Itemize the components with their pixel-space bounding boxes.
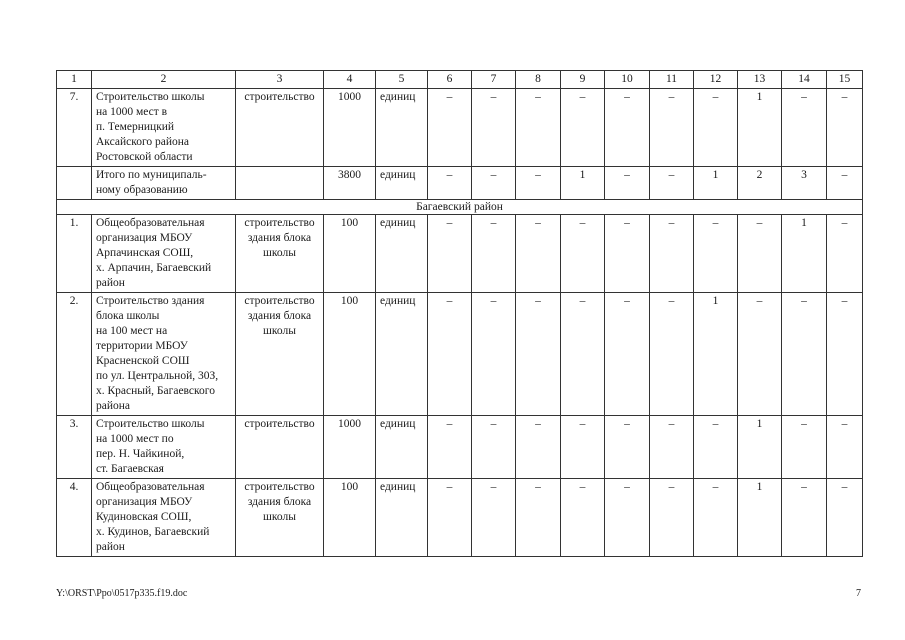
year-value-cell: – — [694, 215, 738, 293]
year-value-cell: – — [782, 479, 827, 557]
year-value-cell: – — [516, 89, 561, 167]
year-value-cell: – — [650, 215, 694, 293]
year-value-cell: – — [694, 479, 738, 557]
year-value-cell: – — [827, 416, 863, 479]
year-value-cell: 3 — [782, 167, 827, 200]
year-value-cell: – — [428, 89, 472, 167]
year-value-cell: 2 — [738, 167, 782, 200]
year-value-cell: – — [561, 293, 605, 416]
object-name-cell: Итого по муниципаль- ному образованию — [92, 167, 236, 200]
row-number-cell — [57, 167, 92, 200]
year-value-cell: – — [428, 416, 472, 479]
year-value-cell: – — [428, 479, 472, 557]
year-value-cell: – — [561, 89, 605, 167]
column-number-1: 1 — [57, 71, 92, 89]
year-value-cell: – — [605, 293, 650, 416]
row-number-cell: 2. — [57, 293, 92, 416]
year-value-cell: – — [827, 167, 863, 200]
column-number-3: 3 — [236, 71, 324, 89]
year-value-cell: – — [472, 479, 516, 557]
year-value-cell: 1 — [694, 293, 738, 416]
column-number-8: 8 — [516, 71, 561, 89]
year-value-cell: – — [605, 167, 650, 200]
row-number-cell: 1. — [57, 215, 92, 293]
year-value-cell: – — [782, 416, 827, 479]
column-number-5: 5 — [376, 71, 428, 89]
year-value-cell: – — [561, 215, 605, 293]
work-type-cell: строительство — [236, 89, 324, 167]
work-type-cell: строительство — [236, 416, 324, 479]
year-value-cell: 1 — [738, 416, 782, 479]
unit-cell: единиц — [376, 416, 428, 479]
column-number-14: 14 — [782, 71, 827, 89]
year-value-cell: – — [561, 479, 605, 557]
year-value-cell: – — [782, 89, 827, 167]
year-value-cell: – — [472, 416, 516, 479]
column-number-10: 10 — [605, 71, 650, 89]
column-number-4: 4 — [324, 71, 376, 89]
year-value-cell: 1 — [738, 89, 782, 167]
work-type-cell: строительство здания блока школы — [236, 293, 324, 416]
work-type-cell: строительство здания блока школы — [236, 215, 324, 293]
year-value-cell: 1 — [738, 479, 782, 557]
column-number-6: 6 — [428, 71, 472, 89]
year-value-cell: – — [827, 479, 863, 557]
row-number-cell: 3. — [57, 416, 92, 479]
year-value-cell: – — [650, 479, 694, 557]
year-value-cell: – — [738, 293, 782, 416]
capacity-cell: 100 — [324, 479, 376, 557]
unit-cell: единиц — [376, 293, 428, 416]
table-row — [57, 89, 863, 167]
header-row — [57, 71, 863, 89]
unit-cell: единиц — [376, 167, 428, 200]
year-value-cell: – — [516, 416, 561, 479]
table-row — [57, 479, 863, 557]
year-value-cell: – — [605, 215, 650, 293]
work-type-cell: строительство здания блока школы — [236, 479, 324, 557]
year-value-cell: – — [827, 89, 863, 167]
year-value-cell: – — [827, 293, 863, 416]
year-value-cell: – — [516, 293, 561, 416]
object-name-cell: Строительство школы на 1000 мест в п. Темерницкий Аксайского района Ростовской области — [92, 89, 236, 167]
year-value-cell: – — [472, 89, 516, 167]
year-value-cell: – — [605, 479, 650, 557]
year-value-cell: – — [738, 215, 782, 293]
capacity-cell: 1000 — [324, 416, 376, 479]
year-value-cell: – — [472, 293, 516, 416]
work-type-cell — [236, 167, 324, 200]
year-value-cell: – — [516, 215, 561, 293]
capacity-cell: 1000 — [324, 89, 376, 167]
object-name-cell: Строительство здания блока школы на 100 мест на территории МБОУ Красненской СОШ по ул. Центральной, 30З, х. Красный, Багаевского района — [92, 293, 236, 416]
year-value-cell: – — [650, 416, 694, 479]
year-value-cell: – — [694, 89, 738, 167]
section-header-row — [57, 200, 863, 215]
object-name-cell: Строительство школы на 1000 мест по пер. Н. Чайкиной, ст. Багаевская — [92, 416, 236, 479]
column-number-13: 13 — [738, 71, 782, 89]
year-value-cell: – — [650, 167, 694, 200]
object-name-cell: Общеобразовательная организация МБОУ Арпачинская СОШ, х. Арпачин, Багаевский район — [92, 215, 236, 293]
year-value-cell: – — [605, 416, 650, 479]
year-value-cell: – — [827, 215, 863, 293]
year-value-cell: – — [650, 293, 694, 416]
footer-page-number: 7 — [856, 588, 861, 599]
year-value-cell: – — [694, 416, 738, 479]
year-value-cell: – — [561, 416, 605, 479]
year-value-cell: – — [605, 89, 650, 167]
capacity-cell: 100 — [324, 215, 376, 293]
row-number-cell: 4. — [57, 479, 92, 557]
row-number-cell: 7. — [57, 89, 92, 167]
table-row — [57, 416, 863, 479]
footer-file-path: Y:\ORST\Ppo\0517p335.f19.doc — [56, 588, 188, 599]
year-value-cell: – — [428, 293, 472, 416]
table-row — [57, 215, 863, 293]
column-number-15: 15 — [827, 71, 863, 89]
year-value-cell: – — [782, 293, 827, 416]
year-value-cell: – — [516, 167, 561, 200]
unit-cell: единиц — [376, 215, 428, 293]
year-value-cell: – — [472, 215, 516, 293]
column-number-2: 2 — [92, 71, 236, 89]
year-value-cell: – — [428, 167, 472, 200]
table-row — [57, 293, 863, 416]
table-row — [57, 167, 863, 200]
year-value-cell: 1 — [694, 167, 738, 200]
year-value-cell: – — [472, 167, 516, 200]
unit-cell: единиц — [376, 89, 428, 167]
object-name-cell: Общеобразовательная организация МБОУ Кудиновская СОШ, х. Кудинов, Багаевский район — [92, 479, 236, 557]
column-number-11: 11 — [650, 71, 694, 89]
year-value-cell: – — [428, 215, 472, 293]
document-table — [56, 70, 863, 557]
column-number-9: 9 — [561, 71, 605, 89]
year-value-cell: – — [516, 479, 561, 557]
section-title: Багаевский район — [57, 200, 863, 215]
capacity-cell: 100 — [324, 293, 376, 416]
year-value-cell: – — [650, 89, 694, 167]
year-value-cell: 1 — [561, 167, 605, 200]
unit-cell: единиц — [376, 479, 428, 557]
column-number-7: 7 — [472, 71, 516, 89]
year-value-cell: 1 — [782, 215, 827, 293]
column-number-12: 12 — [694, 71, 738, 89]
capacity-cell: 3800 — [324, 167, 376, 200]
